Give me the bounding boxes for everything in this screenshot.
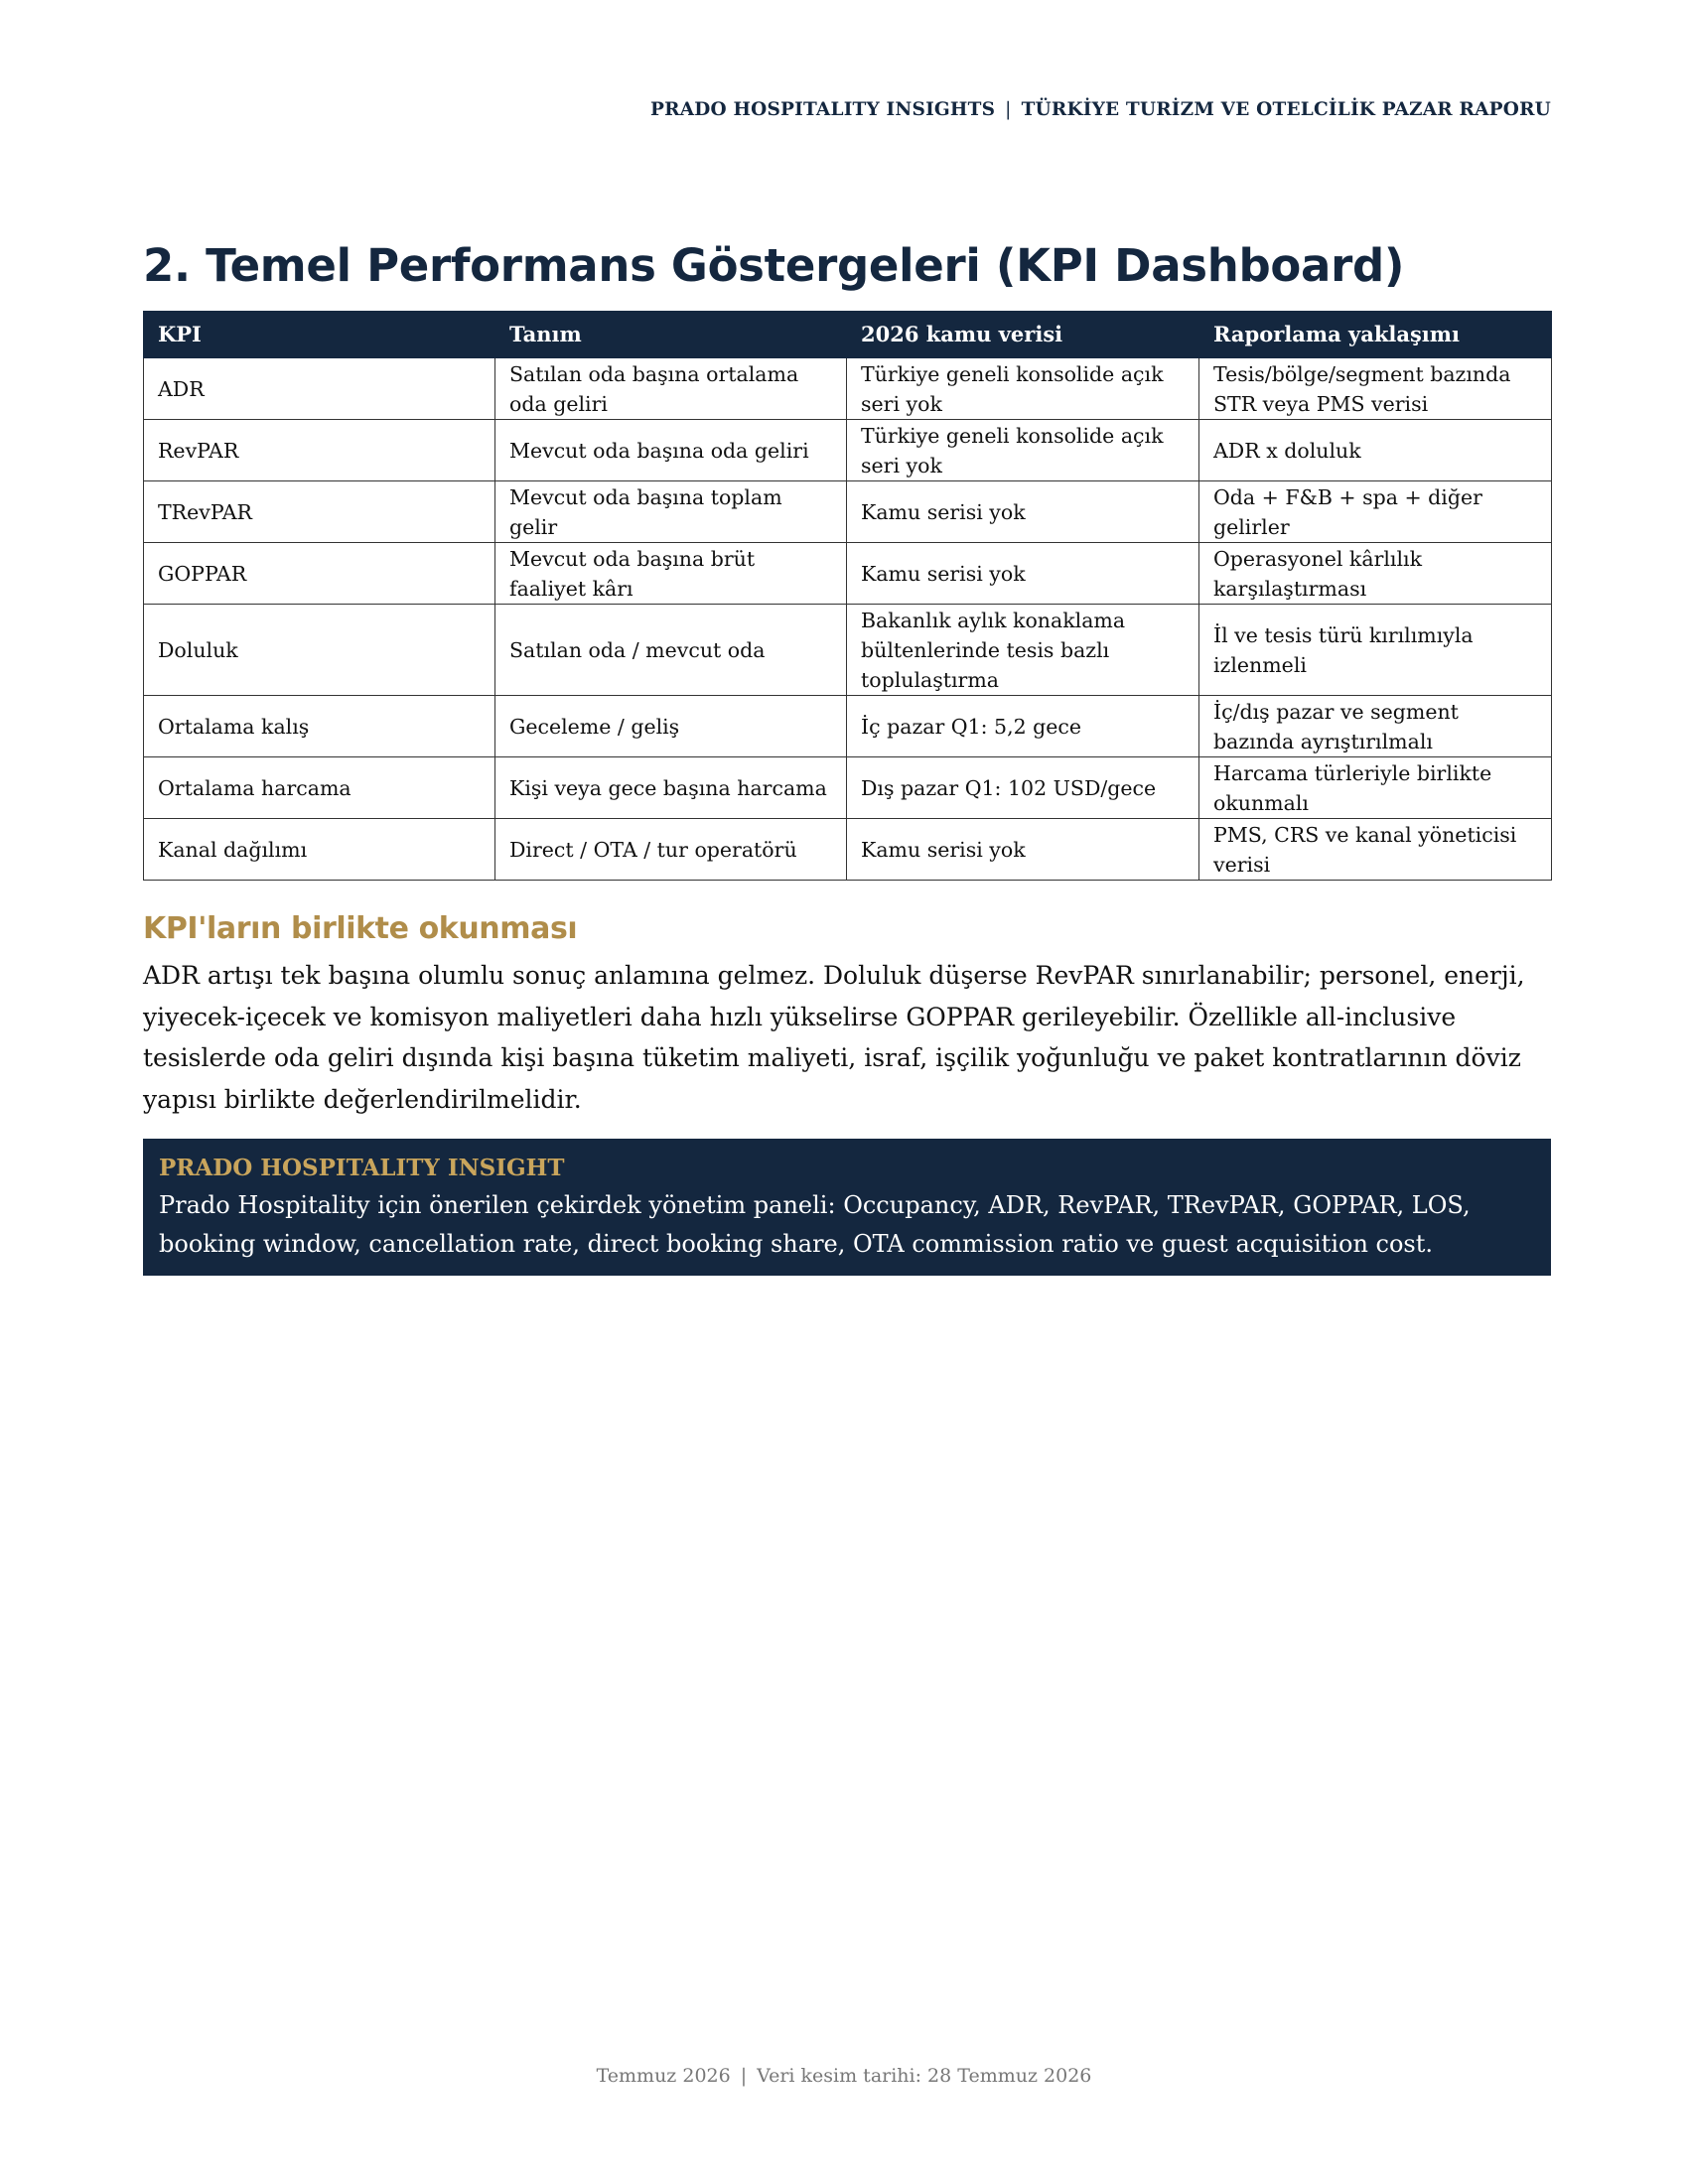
table-row: [144, 757, 1552, 819]
table-cell: Mevcut oda başına oda geliri: [495, 420, 847, 481]
table-row: [144, 605, 1552, 696]
table-cell: Direct / OTA / tur operatörü: [495, 819, 847, 881]
table-cell: Geceleme / geliş: [495, 696, 847, 757]
footer-date: Temmuz 2026: [596, 2065, 731, 2087]
page-title: 2. Temel Performans Göstergeleri (KPI Dashboard): [143, 239, 1405, 292]
table-cell: ADR x doluluk: [1199, 420, 1552, 481]
column-header-public-data: 2026 kamu verisi: [847, 312, 1199, 358]
table-cell: GOPPAR: [144, 543, 495, 605]
table-cell: Mevcut oda başına brüt faaliyet kârı: [495, 543, 847, 605]
kpi-table: [143, 311, 1552, 881]
table-cell: Ortalama kalış: [144, 696, 495, 757]
body-paragraph: ADR artışı tek başına olumlu sonuç anlamına gelmez. Doluluk düşerse RevPAR sınırlanabilir; personel, enerji, yiyecek-içecek ve komisyon maliyetleri daha hızlı yükselirse GOPPAR gerileyebilir. Özellikle all-inclusive tesislerde oda geliri dışında kişi başına tüketim maliyeti, israf, işçilik yoğunluğu ve paket kontratlarının döviz yapısı birlikte değerlendirilmelidir.: [143, 961, 1525, 1114]
table-cell: İl ve tesis türü kırılımıyla izlenmeli: [1199, 605, 1552, 696]
header-separator: |: [1005, 99, 1012, 120]
table-cell: Dış pazar Q1: 102 USD/gece: [847, 757, 1199, 819]
header-brand: PRADO HOSPITALITY INSIGHTS: [650, 99, 996, 120]
table-cell: Mevcut oda başına toplam gelir: [495, 481, 847, 543]
table-cell: PMS, CRS ve kanal yöneticisi verisi: [1199, 819, 1552, 881]
table-cell: İç pazar Q1: 5,2 gece: [847, 696, 1199, 757]
table-row: [144, 696, 1552, 757]
column-header-definition: Tanım: [495, 312, 847, 358]
insight-title: PRADO HOSPITALITY INSIGHT: [159, 1155, 565, 1181]
table-cell: Tesis/bölge/segment bazında STR veya PMS verisi: [1199, 358, 1552, 420]
table-cell: Operasyonel kârlılık karşılaştırması: [1199, 543, 1552, 605]
table-cell: Satılan oda başına ortalama oda geliri: [495, 358, 847, 420]
table-row: [144, 481, 1552, 543]
insight-callout: [143, 1139, 1551, 1276]
table-cell: İç/dış pazar ve segment bazında ayrıştırılmalı: [1199, 696, 1552, 757]
table-row: [144, 819, 1552, 881]
insight-text: Prado Hospitality için önerilen çekirdek yönetim paneli: Occupancy, ADR, RevPAR, TRevPAR, GOPPAR, LOS, booking window, cancellation rate, direct booking share, OTA commission ratio ve guest acquisition cost.: [159, 1191, 1471, 1258]
table-cell: Kamu serisi yok: [847, 543, 1199, 605]
table-cell: Kamu serisi yok: [847, 819, 1199, 881]
table-cell: Oda + F&B + spa + diğer gelirler: [1199, 481, 1552, 543]
table-cell: Satılan oda / mevcut oda: [495, 605, 847, 696]
footer-separator: |: [740, 2065, 748, 2087]
table-cell: Doluluk: [144, 605, 495, 696]
table-cell: Kişi veya gece başına harcama: [495, 757, 847, 819]
table-header-row: [144, 312, 1552, 358]
running-header: [650, 99, 1551, 120]
column-header-reporting-approach: Raporlama yaklaşımı: [1199, 312, 1552, 358]
page-footer: [0, 2065, 1688, 2087]
section-heading: KPI'ların birlikte okunması: [143, 911, 578, 946]
footer-cutoff: Veri kesim tarihi: 28 Temmuz 2026: [757, 2065, 1092, 2087]
table-cell: Harcama türleriyle birlikte okunmalı: [1199, 757, 1552, 819]
table-row: [144, 543, 1552, 605]
table-row: [144, 420, 1552, 481]
table-cell: Bakanlık aylık konaklama bültenlerinde tesis bazlı toplulaştırma: [847, 605, 1199, 696]
column-header-kpi: KPI: [144, 312, 495, 358]
table-cell: Kanal dağılımı: [144, 819, 495, 881]
table-cell: Türkiye geneli konsolide açık seri yok: [847, 358, 1199, 420]
table-cell: Kamu serisi yok: [847, 481, 1199, 543]
table-cell: TRevPAR: [144, 481, 495, 543]
table-row: [144, 358, 1552, 420]
table-cell: ADR: [144, 358, 495, 420]
table-cell: RevPAR: [144, 420, 495, 481]
header-report-title: TÜRKİYE TURİZM VE OTELCİLİK PAZAR RAPORU: [1021, 99, 1551, 120]
table-cell: Türkiye geneli konsolide açık seri yok: [847, 420, 1199, 481]
table-cell: Ortalama harcama: [144, 757, 495, 819]
